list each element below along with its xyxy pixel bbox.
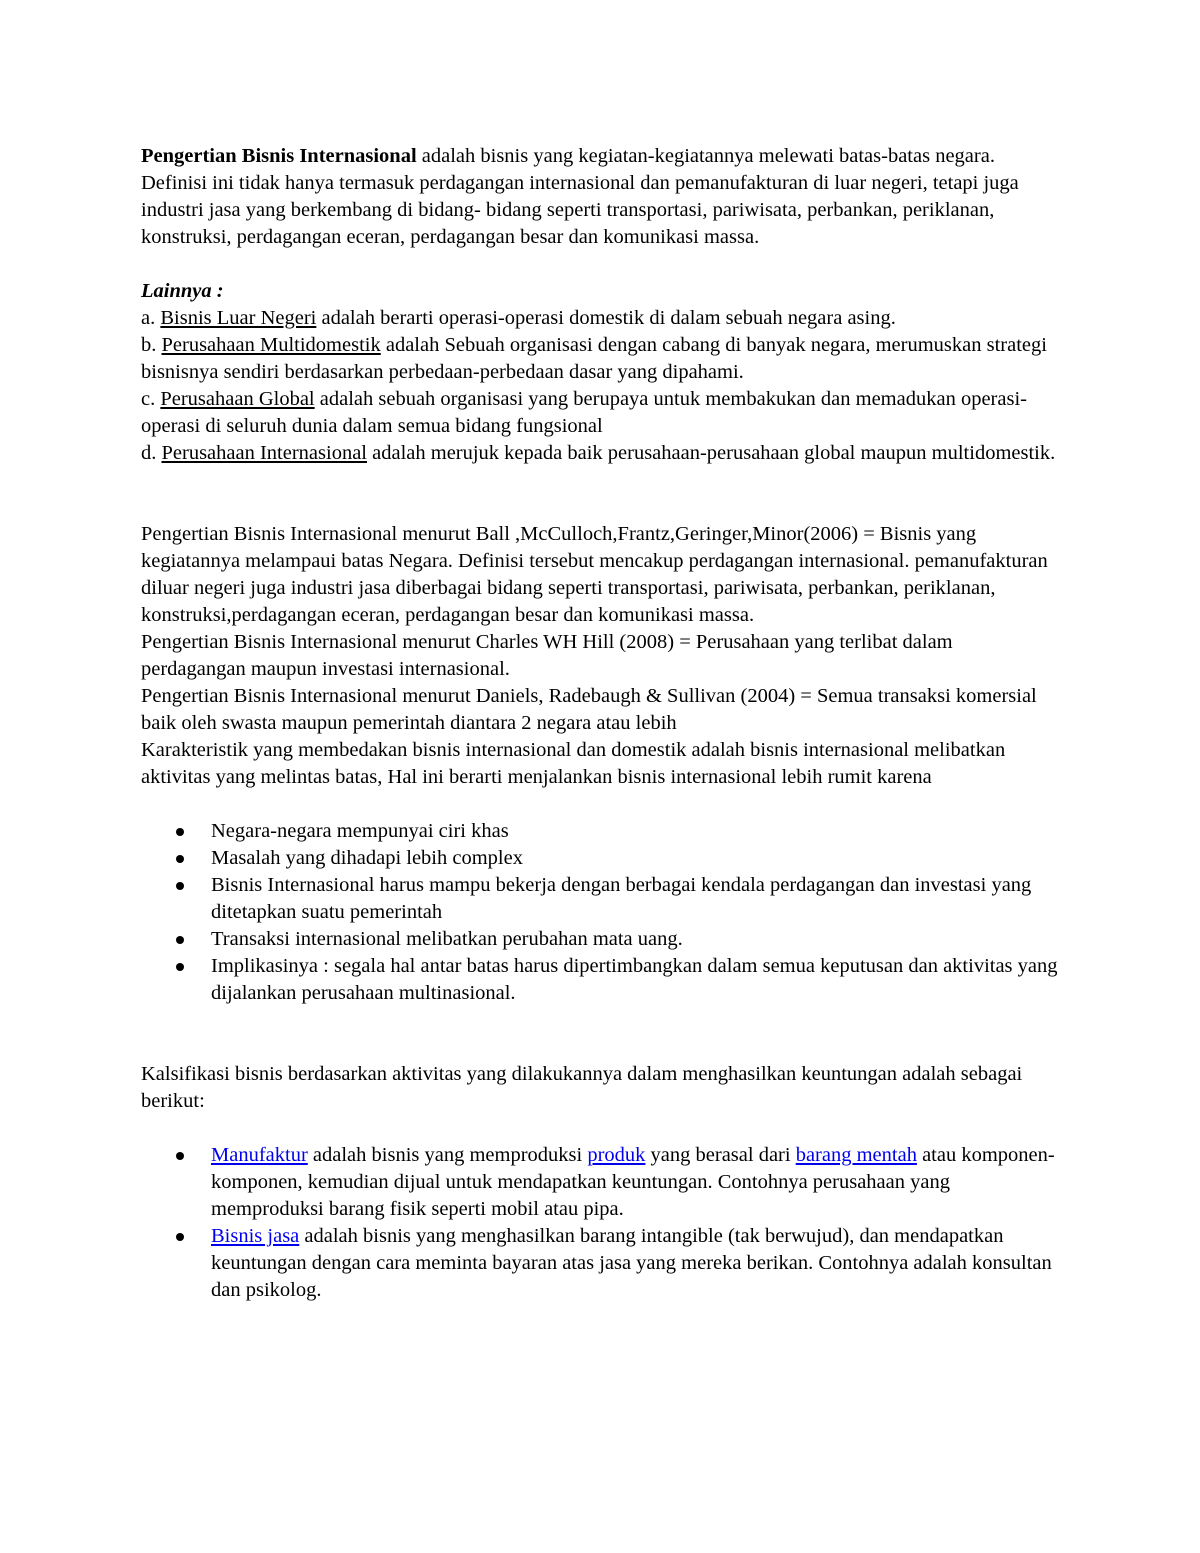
- definition-daniels: Pengertian Bisnis Internasional menurut Daniels, Radebaugh & Sullivan (2004) = Semua transaksi komersial baik oleh swasta maupun pemerintah diantara 2 negara atau lebih: [141, 685, 1037, 734]
- lainnya-heading: Lainnya :: [141, 280, 224, 302]
- characteristics-intro: Karakteristik yang membedakan bisnis internasional dan domestik adalah bisnis internasional melibatkan aktivitas yang melintas batas, Hal ini berarti menjalankan bisnis internasional lebih rumit karena: [141, 739, 1006, 788]
- intro-text: adalah bisnis yang kegiatan-kegiatannya melewati batas-batas negara. Definisi ini tidak hanya termasuk perdagangan internasional dan pemanufakturan di luar negeri, tetapi juga industri jasa yang berkembang di bidang- bidang seperti transportasi, pariwisata, perbankan, periklanan, konstruksi, perdagangan eceran, perdagangan besar dan komunikasi massa.: [141, 145, 1019, 248]
- lainnya-item-a: a. Bisnis Luar Negeri adalah berarti operasi-operasi domestik di dalam sebuah negara asing.: [141, 307, 896, 329]
- list-item: Implikasinya : segala hal antar batas harus dipertimbangkan dalam semua keputusan dan aktivitas yang dijalankan perusahaan multinasional.: [141, 953, 1061, 1007]
- classification-intro: Kalsifikasi bisnis berdasarkan aktivitas yang dilakukannya dalam menghasilkan keuntungan adalah sebagai berikut:: [141, 1063, 1023, 1112]
- classification-list: [141, 1142, 1061, 1304]
- definition-ball: Pengertian Bisnis Internasional menurut Ball ,McCulloch,Frantz,Geringer,Minor(2006) = Bisnis yang kegiatannya melampaui batas Negara. Definisi tersebut mencakup perdagangan internasional. pemanufakturan diluar negeri juga industri jasa diberbagai bidang seperti transportasi, pariwisata, perbankan, periklanan, konstruksi,perdagangan eceran, perdagangan besar dan komunikasi massa.: [141, 523, 1048, 626]
- lainnya-item-c: c. Perusahaan Global adalah sebuah organisasi yang berupaya untuk membakukan dan memadukan operasi-operasi di seluruh dunia dalam semua bidang fungsional: [141, 388, 1027, 437]
- list-item: Masalah yang dihadapi lebih complex: [141, 845, 1061, 872]
- lainnya-item-d: d. Perusahaan Internasional adalah merujuk kepada baik perusahaan-perusahaan global maupun multidomestik.: [141, 442, 1056, 464]
- term-perusahaan-multidomestik: Perusahaan Multidomestik: [161, 334, 381, 356]
- term-perusahaan-internasional: Perusahaan Internasional: [161, 442, 367, 464]
- term-perusahaan-global: Perusahaan Global: [160, 388, 315, 410]
- list-item-jasa: Bisnis jasa adalah bisnis yang menghasilkan barang intangible (tak berwujud), dan mendapatkan keuntungan dengan cara meminta bayaran atas jasa yang mereka berikan. Contohnya adalah konsultan dan psikolog.: [141, 1223, 1061, 1304]
- list-item: Negara-negara mempunyai ciri khas: [141, 818, 1061, 845]
- produk-link[interactable]: produk: [587, 1144, 646, 1166]
- list-item: Bisnis Internasional harus mampu bekerja dengan berbagai kendala perdagangan dan investasi yang ditetapkan suatu pemerintah: [141, 872, 1061, 926]
- list-item: Transaksi internasional melibatkan perubahan mata uang.: [141, 926, 1061, 953]
- list-item-manufaktur: Manufaktur adalah bisnis yang memproduksi produk yang berasal dari barang mentah atau komponen-komponen, kemudian dijual untuk mendapatkan keuntungan. Contohnya perusahaan yang memproduksi barang fisik seperti mobil atau pipa.: [141, 1142, 1061, 1223]
- lainnya-item-b: b. Perusahaan Multidomestik adalah Sebuah organisasi dengan cabang di banyak negara, merumuskan strategi bisnisnya sendiri berdasarkan perbedaan-perbedaan dasar yang dipahami.: [141, 334, 1047, 383]
- characteristics-list: [141, 818, 1061, 1007]
- barang-mentah-link[interactable]: barang mentah: [795, 1144, 917, 1166]
- bisnis-jasa-link[interactable]: Bisnis jasa: [211, 1225, 300, 1247]
- manufaktur-link[interactable]: Manufaktur: [211, 1144, 308, 1166]
- term-bisnis-luar-negeri: Bisnis Luar Negeri: [160, 307, 317, 329]
- definition-hill: Pengertian Bisnis Internasional menurut Charles WH Hill (2008) = Perusahaan yang terlibat dalam perdagangan maupun investasi internasional.: [141, 631, 953, 680]
- intro-term: Pengertian Bisnis Internasional: [141, 145, 417, 167]
- document-content: [141, 143, 1061, 1304]
- intro-paragraph: [141, 143, 1061, 251]
